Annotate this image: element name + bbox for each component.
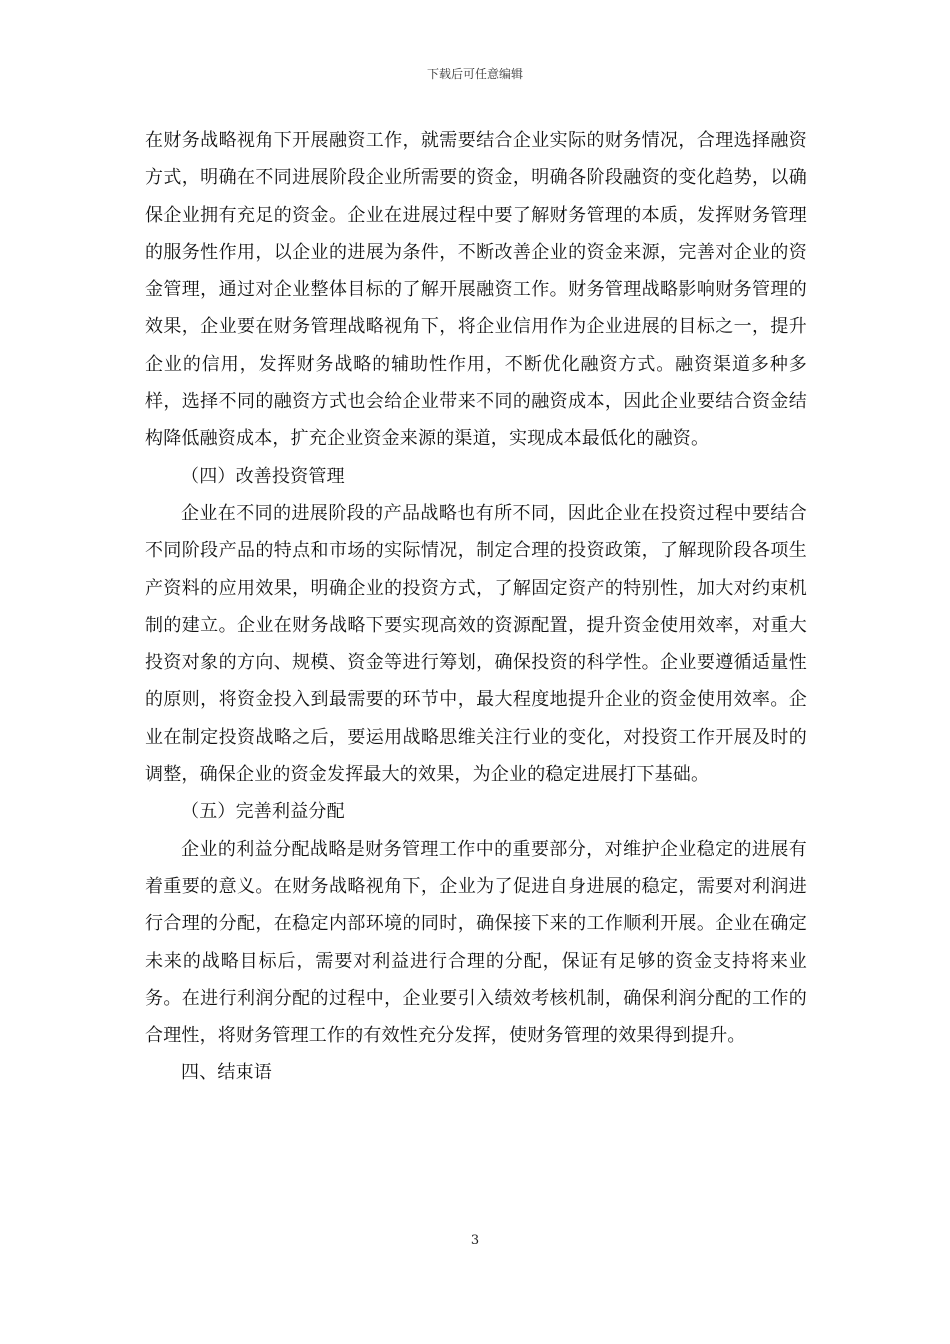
page-number: 3 xyxy=(470,1233,480,1248)
paragraph-profit-distribution: 企业的利益分配战略是财务管理工作中的重要部分，对维护企业稳定的进展有着重要的意义。在财务战略视角下，企业为了促进自身进展的稳定，需要对利润进行合理的分配，在稳定内部环境的同时，确保接下来的工作顺利开展。企业在确定未来的战略目标后，需要对利益进行合理的分配，保证有足够的资金支持将来业务。在进行利润分配的过程中，企业要引入绩效考核机制，确保利润分配的工作的合理性，将财务管理工作的有效性充分发挥，使财务管理的效果得到提升。 xyxy=(145,838,807,1047)
heading-conclusion: 四、结束语 xyxy=(181,1062,272,1084)
paragraph-investment: 企业在不同的进展阶段的产品战略也有所不同，因此企业在投资过程中要结合不同阶段产品的特点和市场的实际情况，制定合理的投资政策，了解现阶段各项生产资料的应用效果，明确企业的投资方式，了解固定资产的特别性，加大对约束机制的建立。企业在财务战略下要实现高效的资源配置，提升资金使用效率，对重大投资对象的方向、规模、资金等进行筹划，确保投资的科学性。企业要遵循适量性的原则，将资金投入到最需要的环节中，最大程度地提升企业的资金使用效率。企业在制定投资战略之后，要运用战略思维关注行业的变化，对投资工作开展及时的调整，确保企业的资金发挥最大的效果，为企业的稳定进展打下基础。 xyxy=(145,502,807,786)
heading-improve-investment: （四）改善投资管理 xyxy=(181,465,345,487)
heading-profit-distribution: （五）完善利益分配 xyxy=(181,801,345,823)
page-header: 下载后可任意编辑 xyxy=(426,67,523,81)
paragraph-financing: 在财务战略视角下开展融资工作，就需要结合企业实际的财务情况，合理选择融资方式，明确在不同进展阶段企业所需要的资金，明确各阶段融资的变化趋势，以确保企业拥有充足的资金。企业在进展过程中要了解财务管理的本质，发挥财务管理的服务性作用，以企业的进展为条件，不断改善企业的资金来源，完善对企业的资金管理，通过对企业整体目标的了解开展融资工作。财务管理战略影响财务管理的效果，企业要在财务管理战略视角下，将企业信用作为企业进展的目标之一，提升企业的信用，发挥财务战略的辅助性作用，不断优化融资方式。融资渠道多种多样，选择不同的融资方式也会给企业带来不同的融资成本，因此企业要结合资金结构降低融资成本，扩充企业资金来源的渠道，实现成本最低化的融资。 xyxy=(145,130,807,450)
document-body xyxy=(145,122,807,1092)
